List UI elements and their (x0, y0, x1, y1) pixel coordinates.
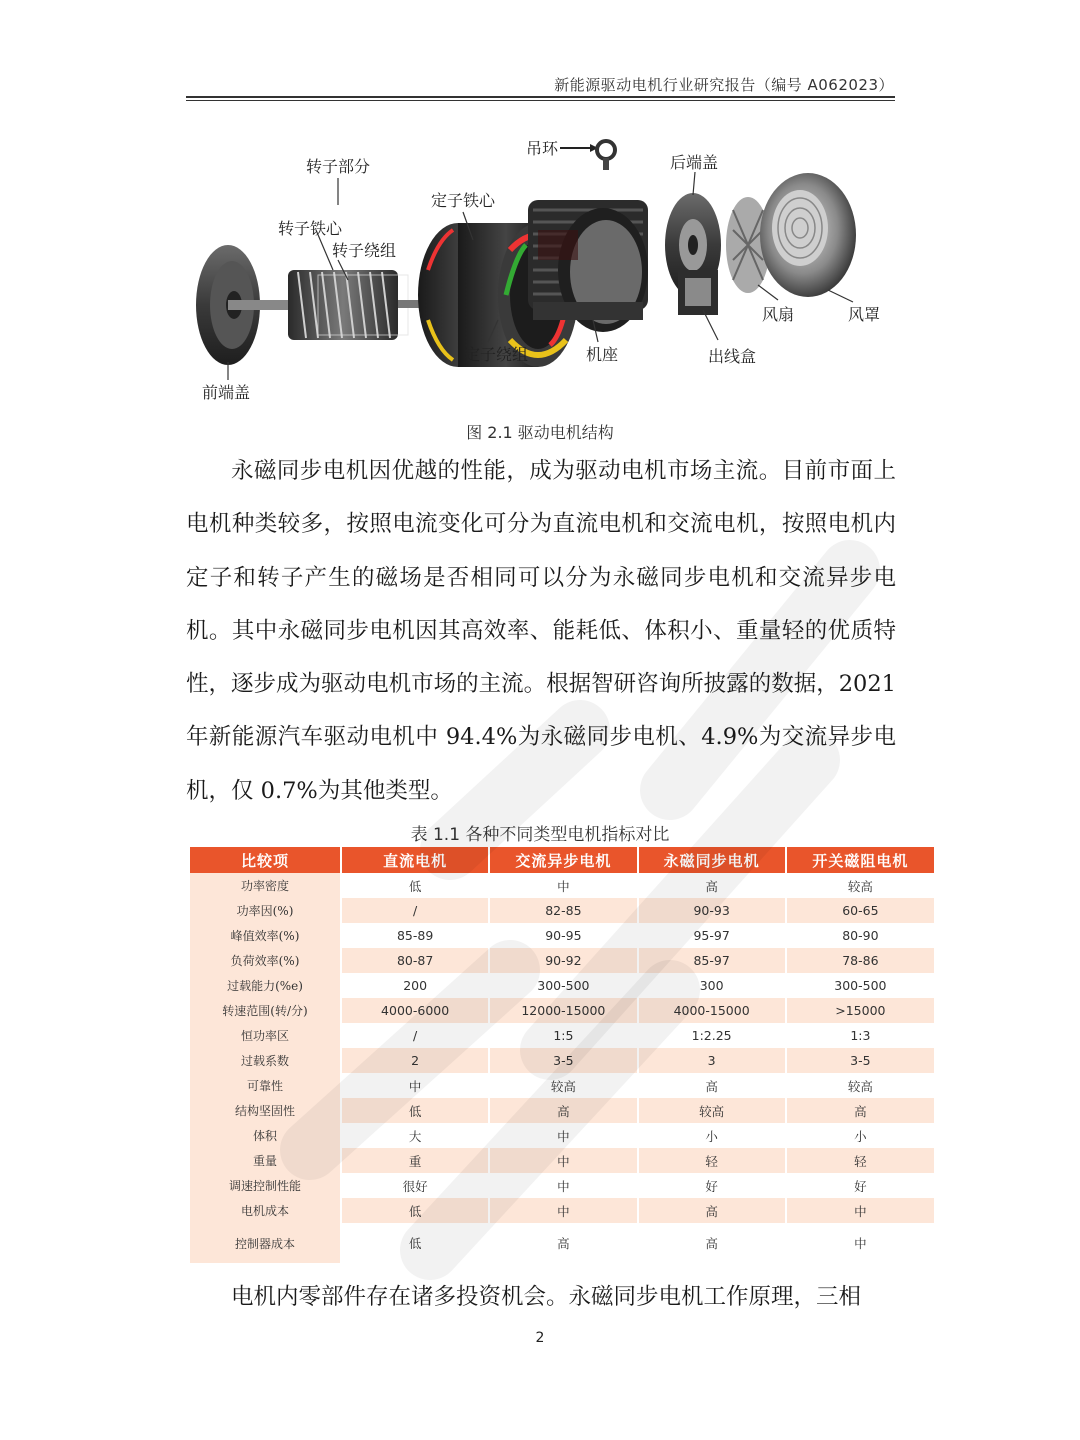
table-cell: 80-87 (341, 948, 489, 973)
table-cell: / (341, 1023, 489, 1048)
table-row-header: 重量 (190, 1148, 341, 1173)
table-caption: 表 1.1 各种不同类型电机指标对比 (410, 825, 670, 845)
table-cell: 中 (489, 1173, 637, 1198)
table-row (190, 898, 934, 923)
table-cell: 中 (489, 873, 637, 898)
table-row-header: 功率密度 (190, 873, 341, 898)
table-cell: 中 (489, 1198, 637, 1223)
page-header-title: 新能源驱动电机行业研究报告（编号 A062023） (554, 76, 894, 94)
table-row (190, 1173, 934, 1198)
table-header-cell: 开关磁阻电机 (786, 847, 934, 873)
table-row (190, 1198, 934, 1223)
table-cell: 300 (638, 973, 786, 998)
table-row-header: 体积 (190, 1123, 341, 1148)
table-cell: 较高 (786, 1073, 934, 1098)
table-cell: 低 (341, 1223, 489, 1263)
motor-structure-figure (188, 130, 894, 410)
table-row (190, 1073, 934, 1098)
table-cell: 好 (638, 1173, 786, 1198)
table-row (190, 1223, 934, 1263)
table-cell: 1:2.25 (638, 1023, 786, 1048)
table-cell: 轻 (786, 1148, 934, 1173)
front-end-cover-shape (196, 245, 298, 365)
table-cell: 90-92 (489, 948, 637, 973)
table-cell: 高 (638, 1223, 786, 1263)
table-cell: 重 (341, 1148, 489, 1173)
label-front-cover: 前端盖 (202, 383, 251, 402)
label-stator-winding: 定子绕组 (464, 345, 529, 364)
table-row-header: 过载能力(%e) (190, 973, 341, 998)
motor-exploded-diagram (188, 130, 894, 410)
body-paragraph-2: 电机内零部件存在诸多投资机会。永磁同步电机工作原理，三相 (231, 1284, 862, 1310)
table-row-header: 电机成本 (190, 1198, 341, 1223)
table-cell: 中 (341, 1073, 489, 1098)
table-cell: 4000-15000 (638, 998, 786, 1023)
table-row-header: 过载系数 (190, 1048, 341, 1073)
table-row-header: 峰值效率(%) (190, 923, 341, 948)
table-row-header: 结构坚固性 (190, 1098, 341, 1123)
rear-end-cover-shape (665, 193, 721, 315)
table-row (190, 1098, 934, 1123)
table-row-header: 转速范围(转/分) (190, 998, 341, 1023)
label-junction-box: 出线盒 (708, 347, 757, 366)
table-cell: 小 (638, 1123, 786, 1148)
table-cell: 高 (489, 1098, 637, 1123)
table-cell: 90-95 (489, 923, 637, 948)
table-cell: 95-97 (638, 923, 786, 948)
label-rotor-part: 转子部分 (306, 157, 371, 176)
table-header-cell: 永磁同步电机 (638, 847, 786, 873)
table-cell: 中 (786, 1198, 934, 1223)
table-cell: 3-5 (786, 1048, 934, 1073)
header-rule-thin (186, 100, 895, 101)
label-lifting-ring: 吊环 (526, 139, 559, 158)
table-cell: 高 (638, 1073, 786, 1098)
table-cell: 78-86 (786, 948, 934, 973)
table-cell: 1:3 (786, 1023, 934, 1048)
label-rear-cover: 后端盖 (670, 153, 719, 172)
table-row (190, 948, 934, 973)
table-cell: 大 (341, 1123, 489, 1148)
table-row-header: 负荷效率(%) (190, 948, 341, 973)
table-cell: 轻 (638, 1148, 786, 1173)
body-paragraph-1: 永磁同步电机因优越的性能，成为驱动电机市场主流。目前市面上电机种类较多，按照电流变化可分为直流电机和交流电机，按照电机内定子和转子产生的磁场是否相同可以分为永磁同步电机和交流异步电机。其中永磁同步电机因其高效率、能耗低、体积小、重量轻的优质特性，逐步成为驱动电机市场的主流。根据智研咨询所披露的数据，2021 年新能源汽车驱动电机中 94.4%为永磁同步电机、4.9%为交流异步电机，仅 0.7%为其他类型。 (186, 458, 896, 804)
table-cell: 中 (489, 1148, 637, 1173)
table-cell: 300-500 (786, 973, 934, 998)
table-cell: 较高 (489, 1073, 637, 1098)
header-rule (186, 96, 895, 98)
label-fan-cover: 风罩 (848, 305, 881, 324)
table-row-header: 调速控制性能 (190, 1173, 341, 1198)
table-cell: 高 (638, 873, 786, 898)
table-row (190, 1048, 934, 1073)
label-frame: 机座 (586, 345, 619, 364)
table-row (190, 1123, 934, 1148)
label-stator-core: 定子铁心 (431, 191, 496, 210)
table-cell: 60-65 (786, 898, 934, 923)
table-cell: 85-97 (638, 948, 786, 973)
table-cell: 12000-15000 (489, 998, 637, 1023)
motor-comparison-table-wrap (190, 847, 934, 1263)
table-row (190, 873, 934, 898)
table-cell: 300-500 (489, 973, 637, 998)
figure-caption: 图 2.1 驱动电机结构 (466, 423, 614, 442)
label-fan: 风扇 (762, 305, 795, 324)
table-cell: 较高 (638, 1098, 786, 1123)
table-cell: 较高 (786, 873, 934, 898)
table-cell: 4000-6000 (341, 998, 489, 1023)
table-row (190, 923, 934, 948)
table-cell: 1:5 (489, 1023, 637, 1048)
table-row (190, 998, 934, 1023)
table-header-row (190, 847, 934, 873)
table-cell: 2 (341, 1048, 489, 1073)
table-cell: >15000 (786, 998, 934, 1023)
table-row-header: 控制器成本 (190, 1223, 341, 1263)
table-cell: 中 (786, 1223, 934, 1263)
table-cell: 90-93 (638, 898, 786, 923)
lifting-ring-shape (560, 141, 615, 170)
table-row (190, 1148, 934, 1173)
motor-comparison-table (190, 847, 934, 1263)
table-row-header: 可靠性 (190, 1073, 341, 1098)
table-cell: 高 (786, 1098, 934, 1123)
table-cell: 低 (341, 873, 489, 898)
label-rotor-core: 转子铁心 (278, 219, 343, 238)
table-row (190, 1023, 934, 1048)
table-cell: 很好 (341, 1173, 489, 1198)
table-cell: 82-85 (489, 898, 637, 923)
table-cell: 中 (489, 1123, 637, 1148)
page-number: 2 (535, 1330, 545, 1346)
table-header-cell: 比较项 (190, 847, 341, 873)
table-cell: 3 (638, 1048, 786, 1073)
table-cell: 好 (786, 1173, 934, 1198)
frame-shape (528, 200, 648, 332)
table-cell: 高 (489, 1223, 637, 1263)
table-header-cell: 交流异步电机 (489, 847, 637, 873)
fan-cover-shape (760, 173, 856, 297)
table-header-cell: 直流电机 (341, 847, 489, 873)
table-cell: 小 (786, 1123, 934, 1148)
table-cell: / (341, 898, 489, 923)
rotor-shape (288, 270, 428, 340)
table-cell: 85-89 (341, 923, 489, 948)
table-row-header: 功率因(%) (190, 898, 341, 923)
table-row-header: 恒功率区 (190, 1023, 341, 1048)
table-cell: 低 (341, 1198, 489, 1223)
label-rotor-winding: 转子绕组 (332, 241, 397, 260)
table-cell: 80-90 (786, 923, 934, 948)
table-cell: 200 (341, 973, 489, 998)
table-cell: 低 (341, 1098, 489, 1123)
table-row (190, 973, 934, 998)
table-cell: 3-5 (489, 1048, 637, 1073)
table-cell: 高 (638, 1198, 786, 1223)
